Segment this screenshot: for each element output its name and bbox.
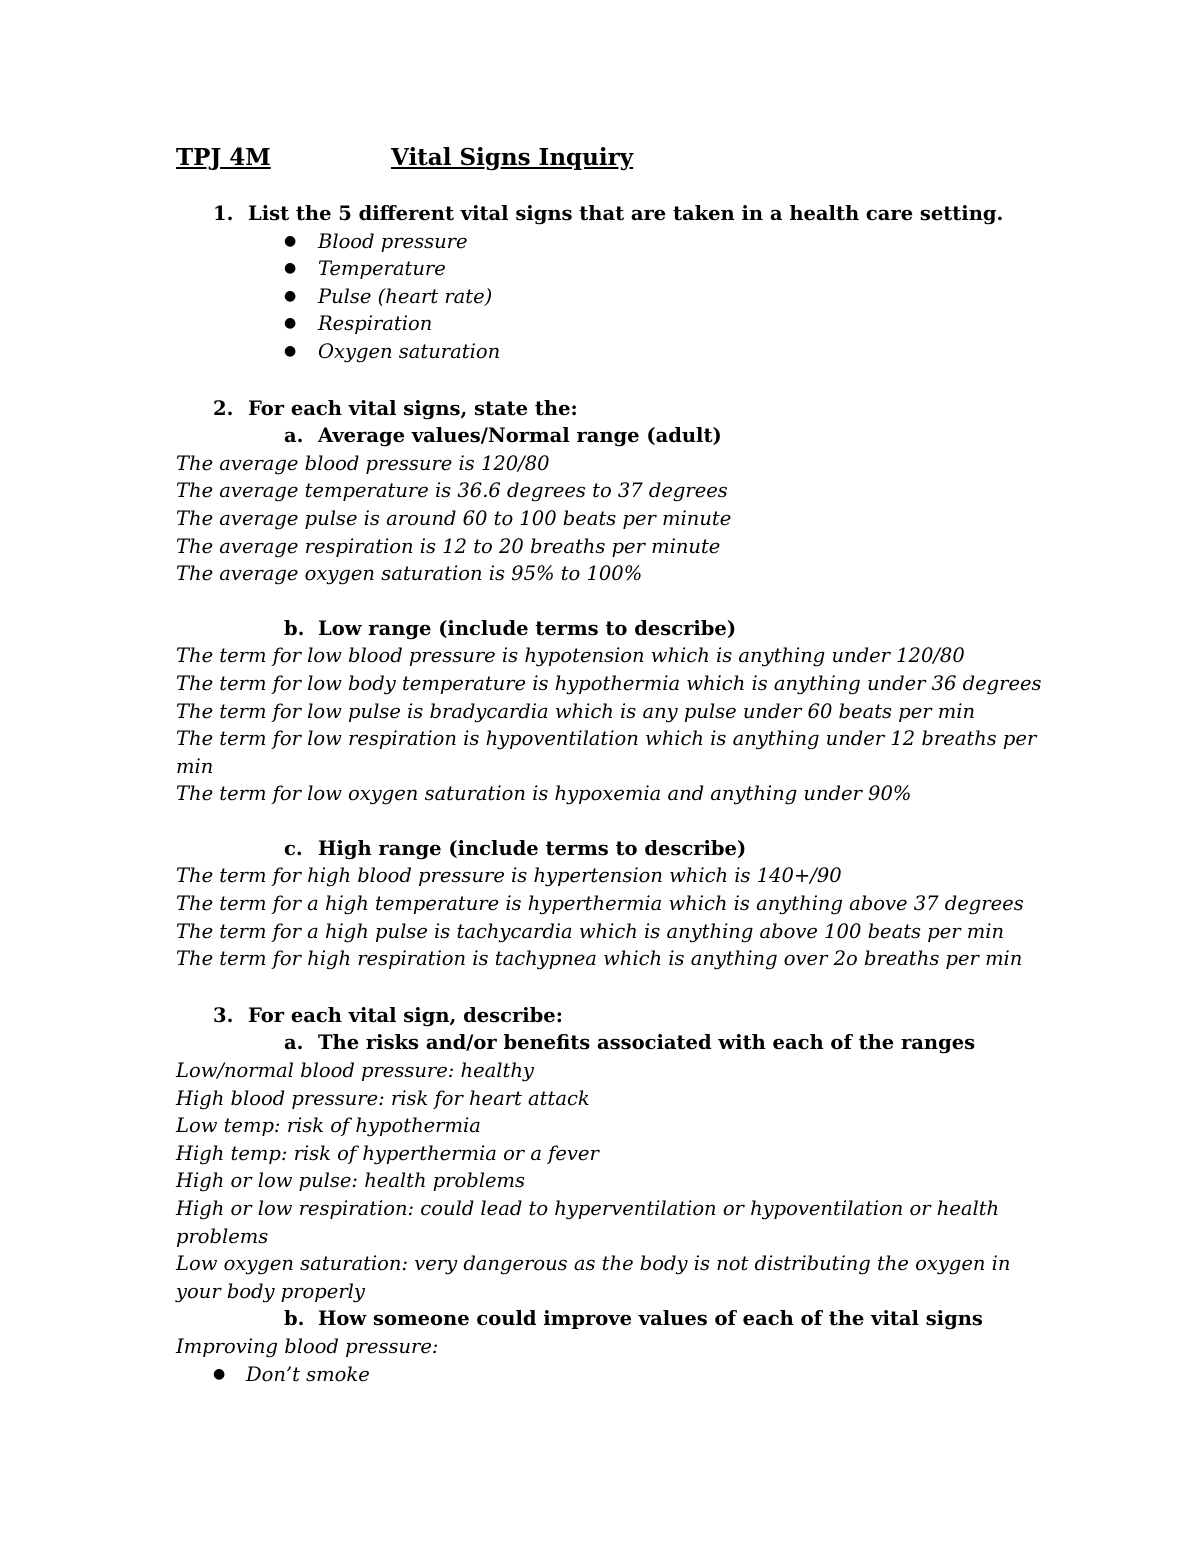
- document-title: [176, 141, 634, 175]
- question-number: 1.: [213, 202, 234, 225]
- answer-line: High or low respiration: could lead to hyperventilation or hypoventilation or health problems: [176, 1197, 1000, 1248]
- answer-line: The term for high respiration is tachypnea which is anything over 2o breaths per min: [176, 947, 1023, 971]
- bullet-icon: ●: [284, 342, 297, 359]
- sub-prompt: Low range (include terms to describe): [318, 616, 737, 640]
- assignment-title: Vital Signs Inquiry: [391, 144, 634, 171]
- sub-letter: b.: [284, 616, 305, 640]
- answer-line: High or low pulse: health problems: [176, 1169, 526, 1193]
- answer-line: The average temperature is 36.6 degrees to 37 degrees: [176, 479, 728, 503]
- question-number: 2.: [213, 396, 234, 420]
- question-prompt: For each vital signs, state the:: [248, 396, 578, 420]
- sub-prompt: High range (include terms to describe): [318, 836, 747, 860]
- bullet-icon: ●: [284, 287, 297, 304]
- document-body: [176, 198, 1056, 1388]
- question-2: [176, 395, 1056, 423]
- sub-letter: c.: [284, 836, 303, 860]
- answer-line: The term for low respiration is hypoventilation which is anything under 12 breaths per min: [176, 727, 1037, 778]
- question-1: [176, 200, 1056, 228]
- question-number: 3.: [213, 1003, 234, 1027]
- answer-line: Low temp: risk of hypothermia: [176, 1114, 481, 1138]
- answer-line: High blood pressure: risk for heart attack: [176, 1086, 590, 1110]
- list-item: ● Respiration: [176, 310, 1056, 338]
- list-item: ● Blood pressure: [176, 228, 1056, 256]
- q2-sub-a: [176, 422, 1056, 450]
- answer-line: Improving blood pressure:: [176, 1334, 439, 1358]
- sub-letter: a.: [284, 424, 304, 448]
- list-item: ● Temperature: [176, 255, 1056, 283]
- answer-line: The term for low body temperature is hypothermia which is anything under 36 degrees: [176, 671, 1042, 695]
- sub-prompt: The risks and/or benefits associated with each of the ranges: [318, 1031, 976, 1055]
- sub-prompt: Average values/Normal range (adult): [318, 424, 722, 448]
- q2-sub-c: [176, 835, 1056, 863]
- course-code: TPJ 4M: [176, 144, 271, 171]
- answer-line: The term for high blood pressure is hypertension which is 140+/90: [176, 864, 842, 888]
- question-prompt: List the 5 different vital signs that are taken in a health care setting.: [248, 202, 1004, 225]
- sub-letter: a.: [284, 1031, 304, 1055]
- list-item: ● Don’t smoke: [176, 1361, 1056, 1389]
- sub-prompt: How someone could improve values of each of the vital signs: [318, 1307, 983, 1331]
- answer-line: The average blood pressure is 120/80: [176, 451, 550, 475]
- sub-letter: b.: [284, 1307, 305, 1331]
- q1-answer-list: [176, 228, 1056, 366]
- answer-line: The term for a high temperature is hyperthermia which is anything above 37 degrees: [176, 892, 1024, 916]
- answer-line: The average pulse is around 60 to 100 beats per minute: [176, 506, 732, 530]
- question-prompt: For each vital sign, describe:: [248, 1003, 563, 1027]
- q2-sub-b: [176, 615, 1056, 643]
- answer-line: The term for low blood pressure is hypotension which is anything under 120/80: [176, 644, 965, 668]
- list-item: ● Pulse (heart rate): [176, 283, 1056, 311]
- answer-line: The term for low pulse is bradycardia which is any pulse under 60 beats per min: [176, 699, 976, 723]
- bullet-icon: ●: [284, 315, 297, 332]
- answer-line: The term for low oxygen saturation is hypoxemia and anything under 90%: [176, 782, 912, 806]
- q3-sub-b: [176, 1305, 1056, 1333]
- bullet-icon: ●: [284, 232, 297, 249]
- answer-line: The average respiration is 12 to 20 breaths per minute: [176, 534, 721, 558]
- answer-line: The average oxygen saturation is 95% to 100%: [176, 562, 643, 586]
- list-item: ● Oxygen saturation: [176, 338, 1056, 366]
- answer-line: The term for a high pulse is tachycardia which is anything above 100 beats per min: [176, 919, 1005, 943]
- answer-line: Low/normal blood pressure: healthy: [176, 1059, 534, 1083]
- question-3: [176, 1002, 1056, 1030]
- answer-line: Low oxygen saturation: very dangerous as the body is not distributing the oxygen in your body properly: [176, 1252, 1011, 1303]
- q3-b-bullet-list: [176, 1361, 1056, 1389]
- bullet-icon: ●: [284, 260, 297, 277]
- answer-line: High temp: risk of hyperthermia or a fever: [176, 1141, 599, 1165]
- bullet-icon: ●: [213, 1365, 226, 1382]
- q3-sub-a: [176, 1029, 1056, 1057]
